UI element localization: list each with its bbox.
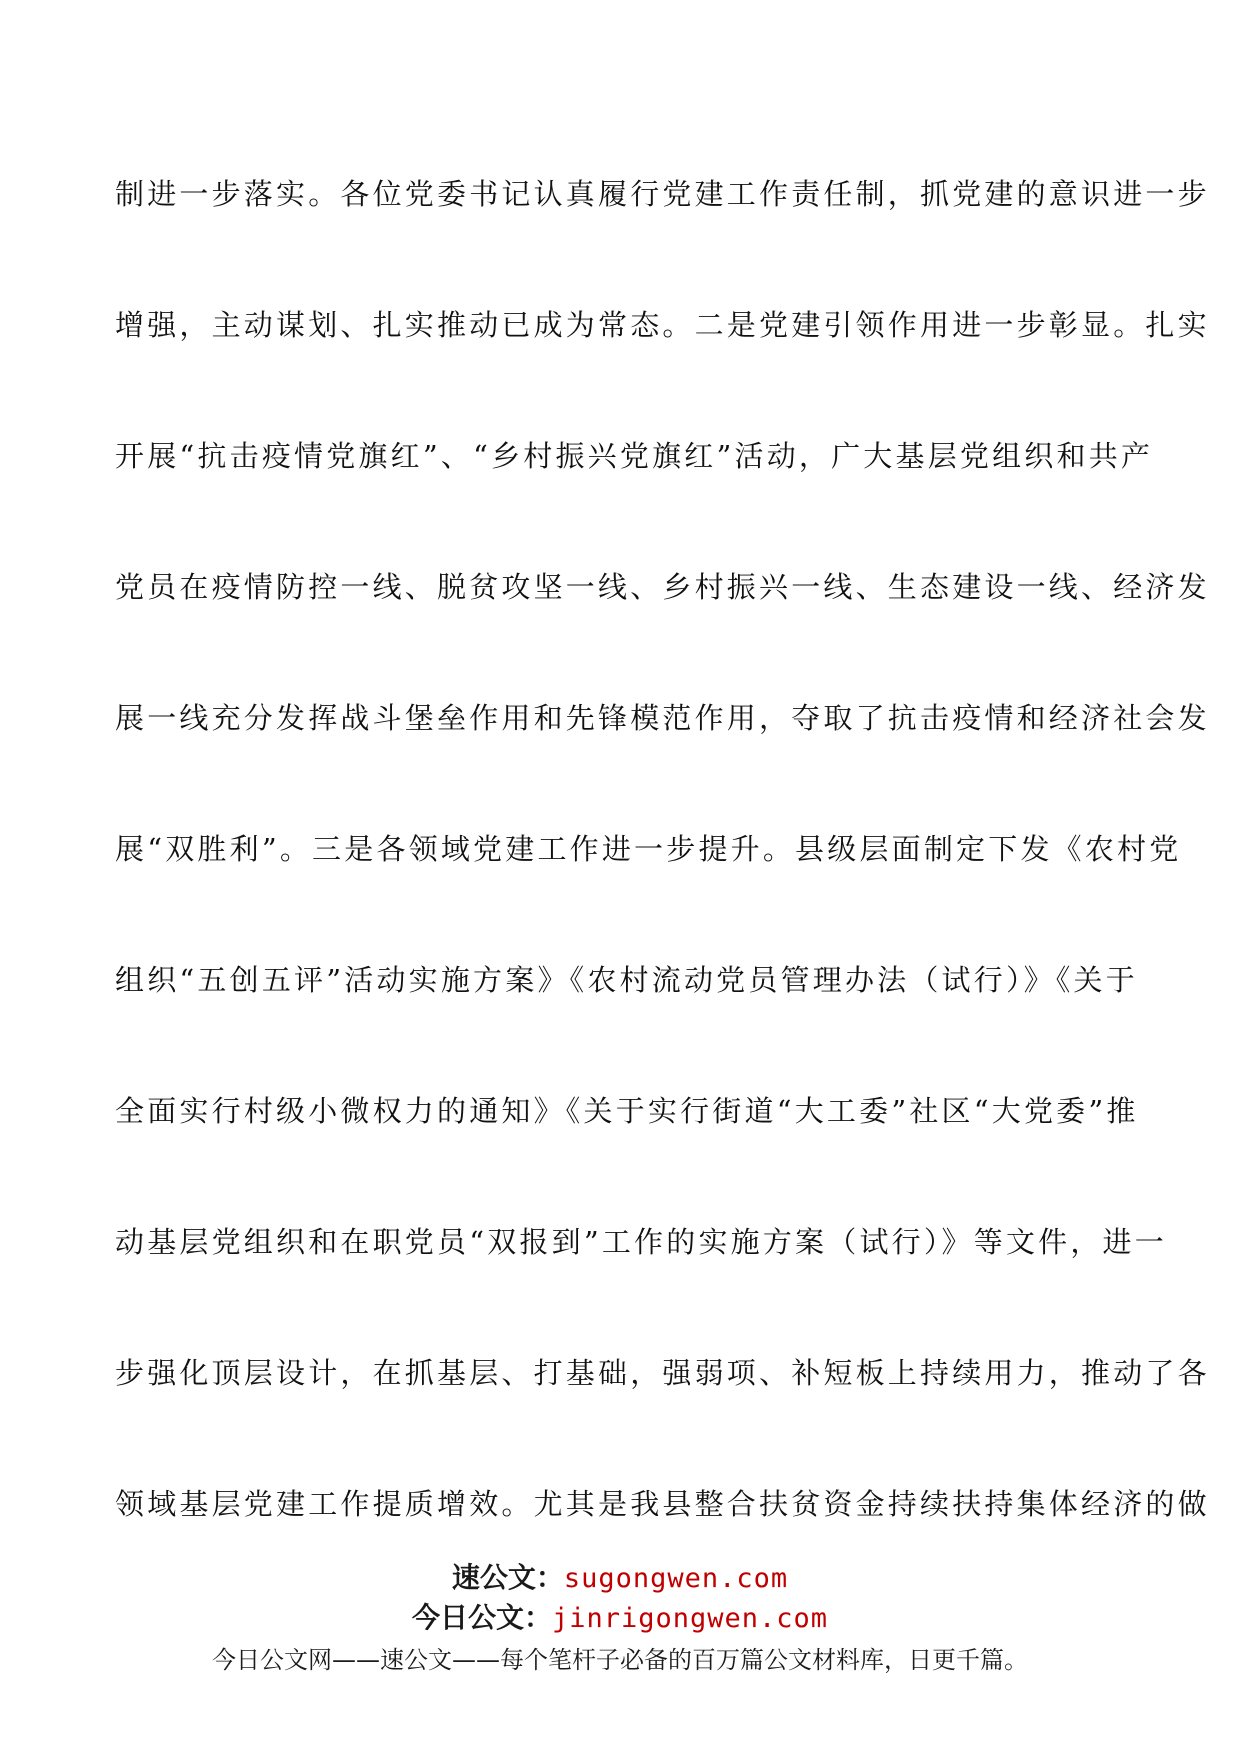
paragraph-line: 党员在疫情防控一线、脱贫攻坚一线、乡村振兴一线、生态建设一线、经济发 [115,570,1210,604]
paragraph-line: 领域基层党建工作提质增效。尤其是我县整合扶贫资金持续扶持集体经济的做 [115,1487,1210,1521]
paragraph-line: 步强化顶层设计，在抓基层、打基础，强弱项、补短板上持续用力，推动了各 [115,1356,1210,1390]
paragraph-line: 组织“五创五评”活动实施方案》《农村流动党员管理办法（试行）》《关于 [115,963,1138,997]
footer-sugongwen-label: 速公文： [451,1561,564,1594]
footer-jinrigongwen-label: 今日公文： [411,1601,552,1634]
paragraph-line: 展一线充分发挥战斗堡垒作用和先锋模范作用，夺取了抗击疫情和经济社会发 [115,701,1210,735]
footer-sugongwen-line [0,1556,1240,1596]
paragraph-line: 展“双胜利”。三是各领域党建工作进一步提升。县级层面制定下发《农村党 [115,832,1182,866]
sugongwen-link[interactable]: sugongwen.com [563,1563,789,1594]
footer-jinrigongwen-line [0,1596,1240,1636]
paragraph-line: 增强，主动谋划、扎实推动已成为常态。二是党建引领作用进一步彰显。扎实 [115,308,1210,342]
paragraph-line: 制进一步落实。各位党委书记认真履行党建工作责任制，抓党建的意识进一步 [115,177,1210,211]
jinrigongwen-link[interactable]: jinrigongwen.com [551,1603,829,1634]
paragraph-line: 全面实行村级小微权力的通知》《关于实行街道“大工委”社区“大党委”推 [115,1094,1139,1128]
footer-slogan: 今日公文网——速公文——每个笔杆子必备的百万篇公文材料库，日更千篇。 [212,1646,1028,1674]
paragraph-line: 开展“抗击疫情党旗红”、“乡村振兴党旗红”活动，广大基层党组织和共产 [115,439,1154,473]
paragraph-line: 动基层党组织和在职党员“双报到”工作的实施方案（试行）》等文件，进一 [115,1225,1167,1259]
